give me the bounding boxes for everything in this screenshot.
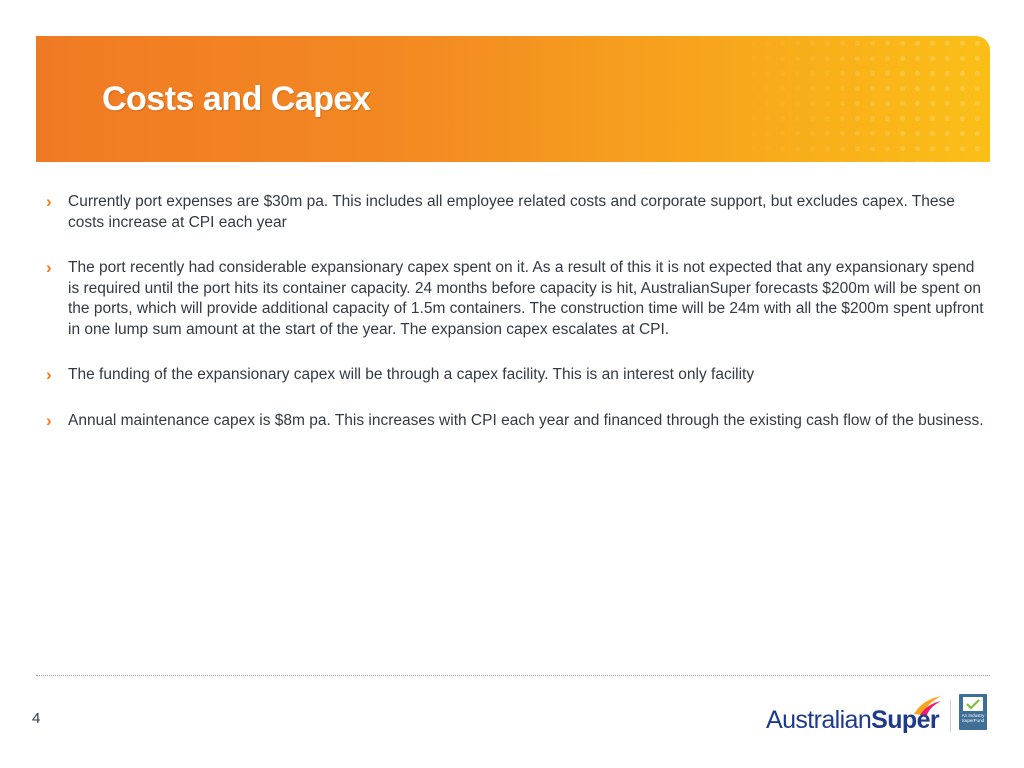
bullet-item	[46, 411, 986, 432]
bullet-text: Annual maintenance capex is $8m pa. This increases with CPI each year and financed through the existing cash flow of the business.	[68, 411, 984, 429]
badge-text	[960, 713, 986, 723]
logo-separator	[950, 700, 951, 732]
chevron-right-icon: ›	[46, 192, 52, 211]
logo-text-bold: Super	[871, 706, 940, 734]
bullet-text: The port recently had considerable expansionary capex spent on it. As a result of this it is not expected that any expansionary spend is required until the port hits its container capacity. 24 months before capacity is hit, AustralianSuper forecasts $200m will be spent on the ports, which will provide additional capacity of 1.5m containers. The construction time will be 24m with all the $200m spent upfront in one lump sum amount at the start of the year. The expansion capex escalates at CPI.	[68, 259, 984, 338]
title-banner	[36, 36, 990, 162]
slide-title: Costs and Capex	[102, 80, 371, 118]
bullet-item	[46, 258, 986, 340]
bullet-text: Currently port expenses are $30m pa. This includes all employee related costs and corporate support, but excludes capex. These costs increase at CPI each year	[68, 193, 955, 231]
footer-divider	[36, 675, 990, 676]
badge-text-line1: An Industry	[961, 713, 985, 718]
bullet-item	[46, 365, 986, 386]
australiansuper-logo	[766, 694, 946, 738]
chevron-right-icon: ›	[46, 365, 52, 384]
chevron-right-icon: ›	[46, 410, 52, 430]
page-number: 4	[32, 710, 41, 727]
logo-wordmark	[766, 706, 939, 735]
bullet-text: The funding of the expansionary capex will be through a capex facility. This is an interest only facility	[68, 366, 755, 383]
bullet-item	[46, 192, 986, 233]
badge-text-line2: SuperFund	[961, 718, 985, 723]
logo-text-regular: Australian	[766, 706, 872, 734]
banner-dot-pattern	[730, 36, 990, 162]
checkmark-icon	[963, 697, 983, 711]
industry-superfund-badge	[959, 694, 987, 730]
chevron-right-icon: ›	[46, 258, 52, 277]
bullet-list	[46, 192, 986, 456]
